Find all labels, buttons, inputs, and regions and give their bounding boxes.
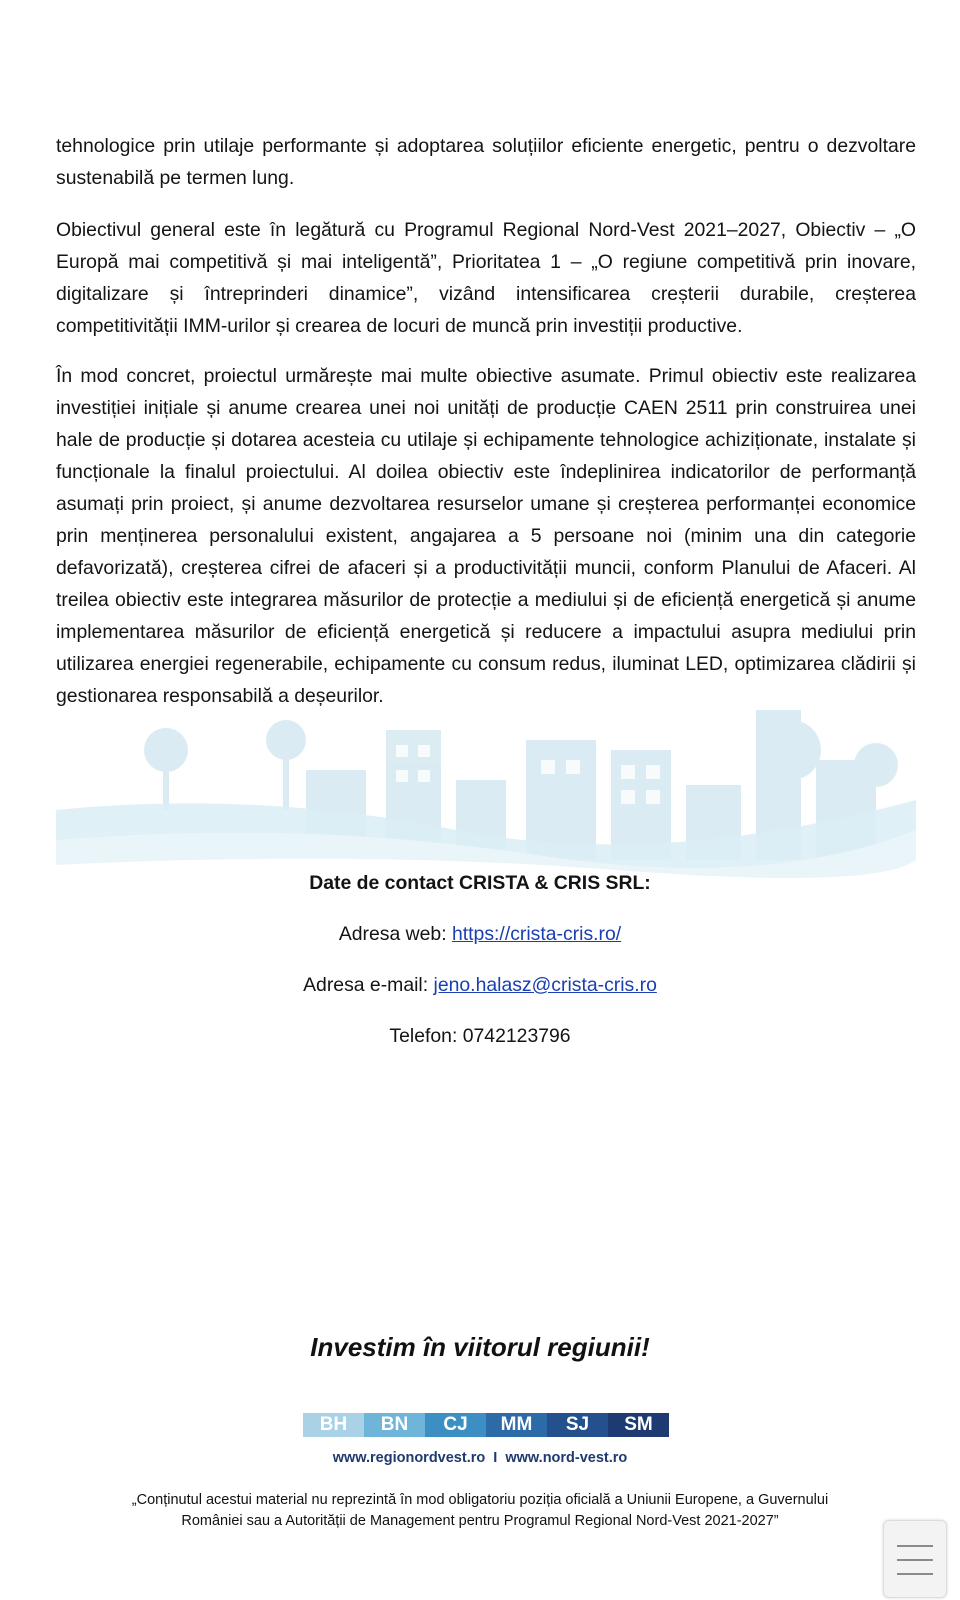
footer-websites: www.regionordvest.ro I www.nord-vest.ro (332, 1450, 628, 1466)
paragraph-general-objective: Obiectivul general este în legătură cu Programul Regional Nord-Vest 2021–2027, Obiectiv – „O Europă mai competitivă și mai inteligentă”, Prioritatea 1 – „O regiune competitivă prin inovare, digitalizare și întreprinderi dinamice”, vizând intensificarea creșterii durabile, creșterea competitivității IMM-urilor și crearea de locuri de muncă prin investiții productive. (56, 219, 916, 337)
menu-icon-bar (897, 1559, 933, 1561)
region-bh: BH (303, 1413, 364, 1437)
slogan: Investim în viitorul regiunii! (310, 1332, 650, 1362)
menu-icon-bar (897, 1545, 933, 1547)
website-link[interactable]: https://crista-cris.ro/ (452, 923, 622, 945)
contact-phone-label: Telefon: (389, 1025, 463, 1047)
region-cj: CJ (425, 1413, 486, 1437)
contact-email-label: Adresa e-mail: (303, 974, 434, 996)
region-bn: BN (364, 1413, 425, 1437)
region-mm: MM (486, 1413, 547, 1437)
contact-phone-number: 0742123796 (462, 1025, 571, 1047)
contact-title: Date de contact CRISTA & CRIS SRL: (309, 872, 651, 894)
contact-email (0, 974, 960, 997)
region-sm: SM (608, 1413, 669, 1437)
contact-web-label: Adresa web: (338, 923, 452, 945)
contact-phone (0, 1025, 960, 1048)
paragraph-intro-continuation: tehnologice prin utilaje performante și adoptarea soluțiilor eficiente energetic, pentru o dezvoltare sustenabilă pe termen lung. (56, 135, 916, 189)
city-illustration (56, 690, 916, 890)
email-link[interactable]: jeno.halasz@crista-cris.ro (433, 974, 657, 996)
paragraph-specific-objectives: În mod concret, proiectul urmărește mai multe obiective asumate. Primul obiectiv este realizarea investiției inițiale și anume crearea unei noi unități de producție CAEN 2511 prin construirea unei hale de producție și dotarea acesteia cu utilaje și echipamente tehnologice achiziționate, instalate și funcționale la finalul proiectului. Al doilea obiectiv este îndeplinirea indicatorilor de performanță asumați prin proiect, și anume dezvoltarea resurselor umane și creșterea performanței economice prin menținerea personalului existent, angajarea a 5 persoane noi (minim una din categorie defavorizată), creșterea cifrei de afaceri și a productivității muncii, conform Planului de Afaceri. Al treilea obiectiv este integrarea măsurilor de protecție a mediului și de eficiență energetică și anume implementarea măsurilor de eficiență energetică și reducere a impactului asupra mediului prin utilizarea energiei regenerabile, echipamente cu consum redus, iluminat LED, optimizarea clădirii și gestionarea responsabilă a deșeurilor. (56, 365, 916, 707)
footer-disclaimer: „Conținutul acestui material nu reprezintă în mod obligatoriu poziția oficială a Uniunii Europene, a Guvernului României sau a Autorității de Management pentru Programul Regional Nord-Vest 2021-2027” (131, 1492, 829, 1529)
menu-icon-bar (897, 1573, 933, 1575)
menu-button[interactable] (883, 1520, 947, 1598)
contact-web (0, 923, 960, 946)
region-bar (303, 1413, 669, 1437)
region-sj: SJ (547, 1413, 608, 1437)
